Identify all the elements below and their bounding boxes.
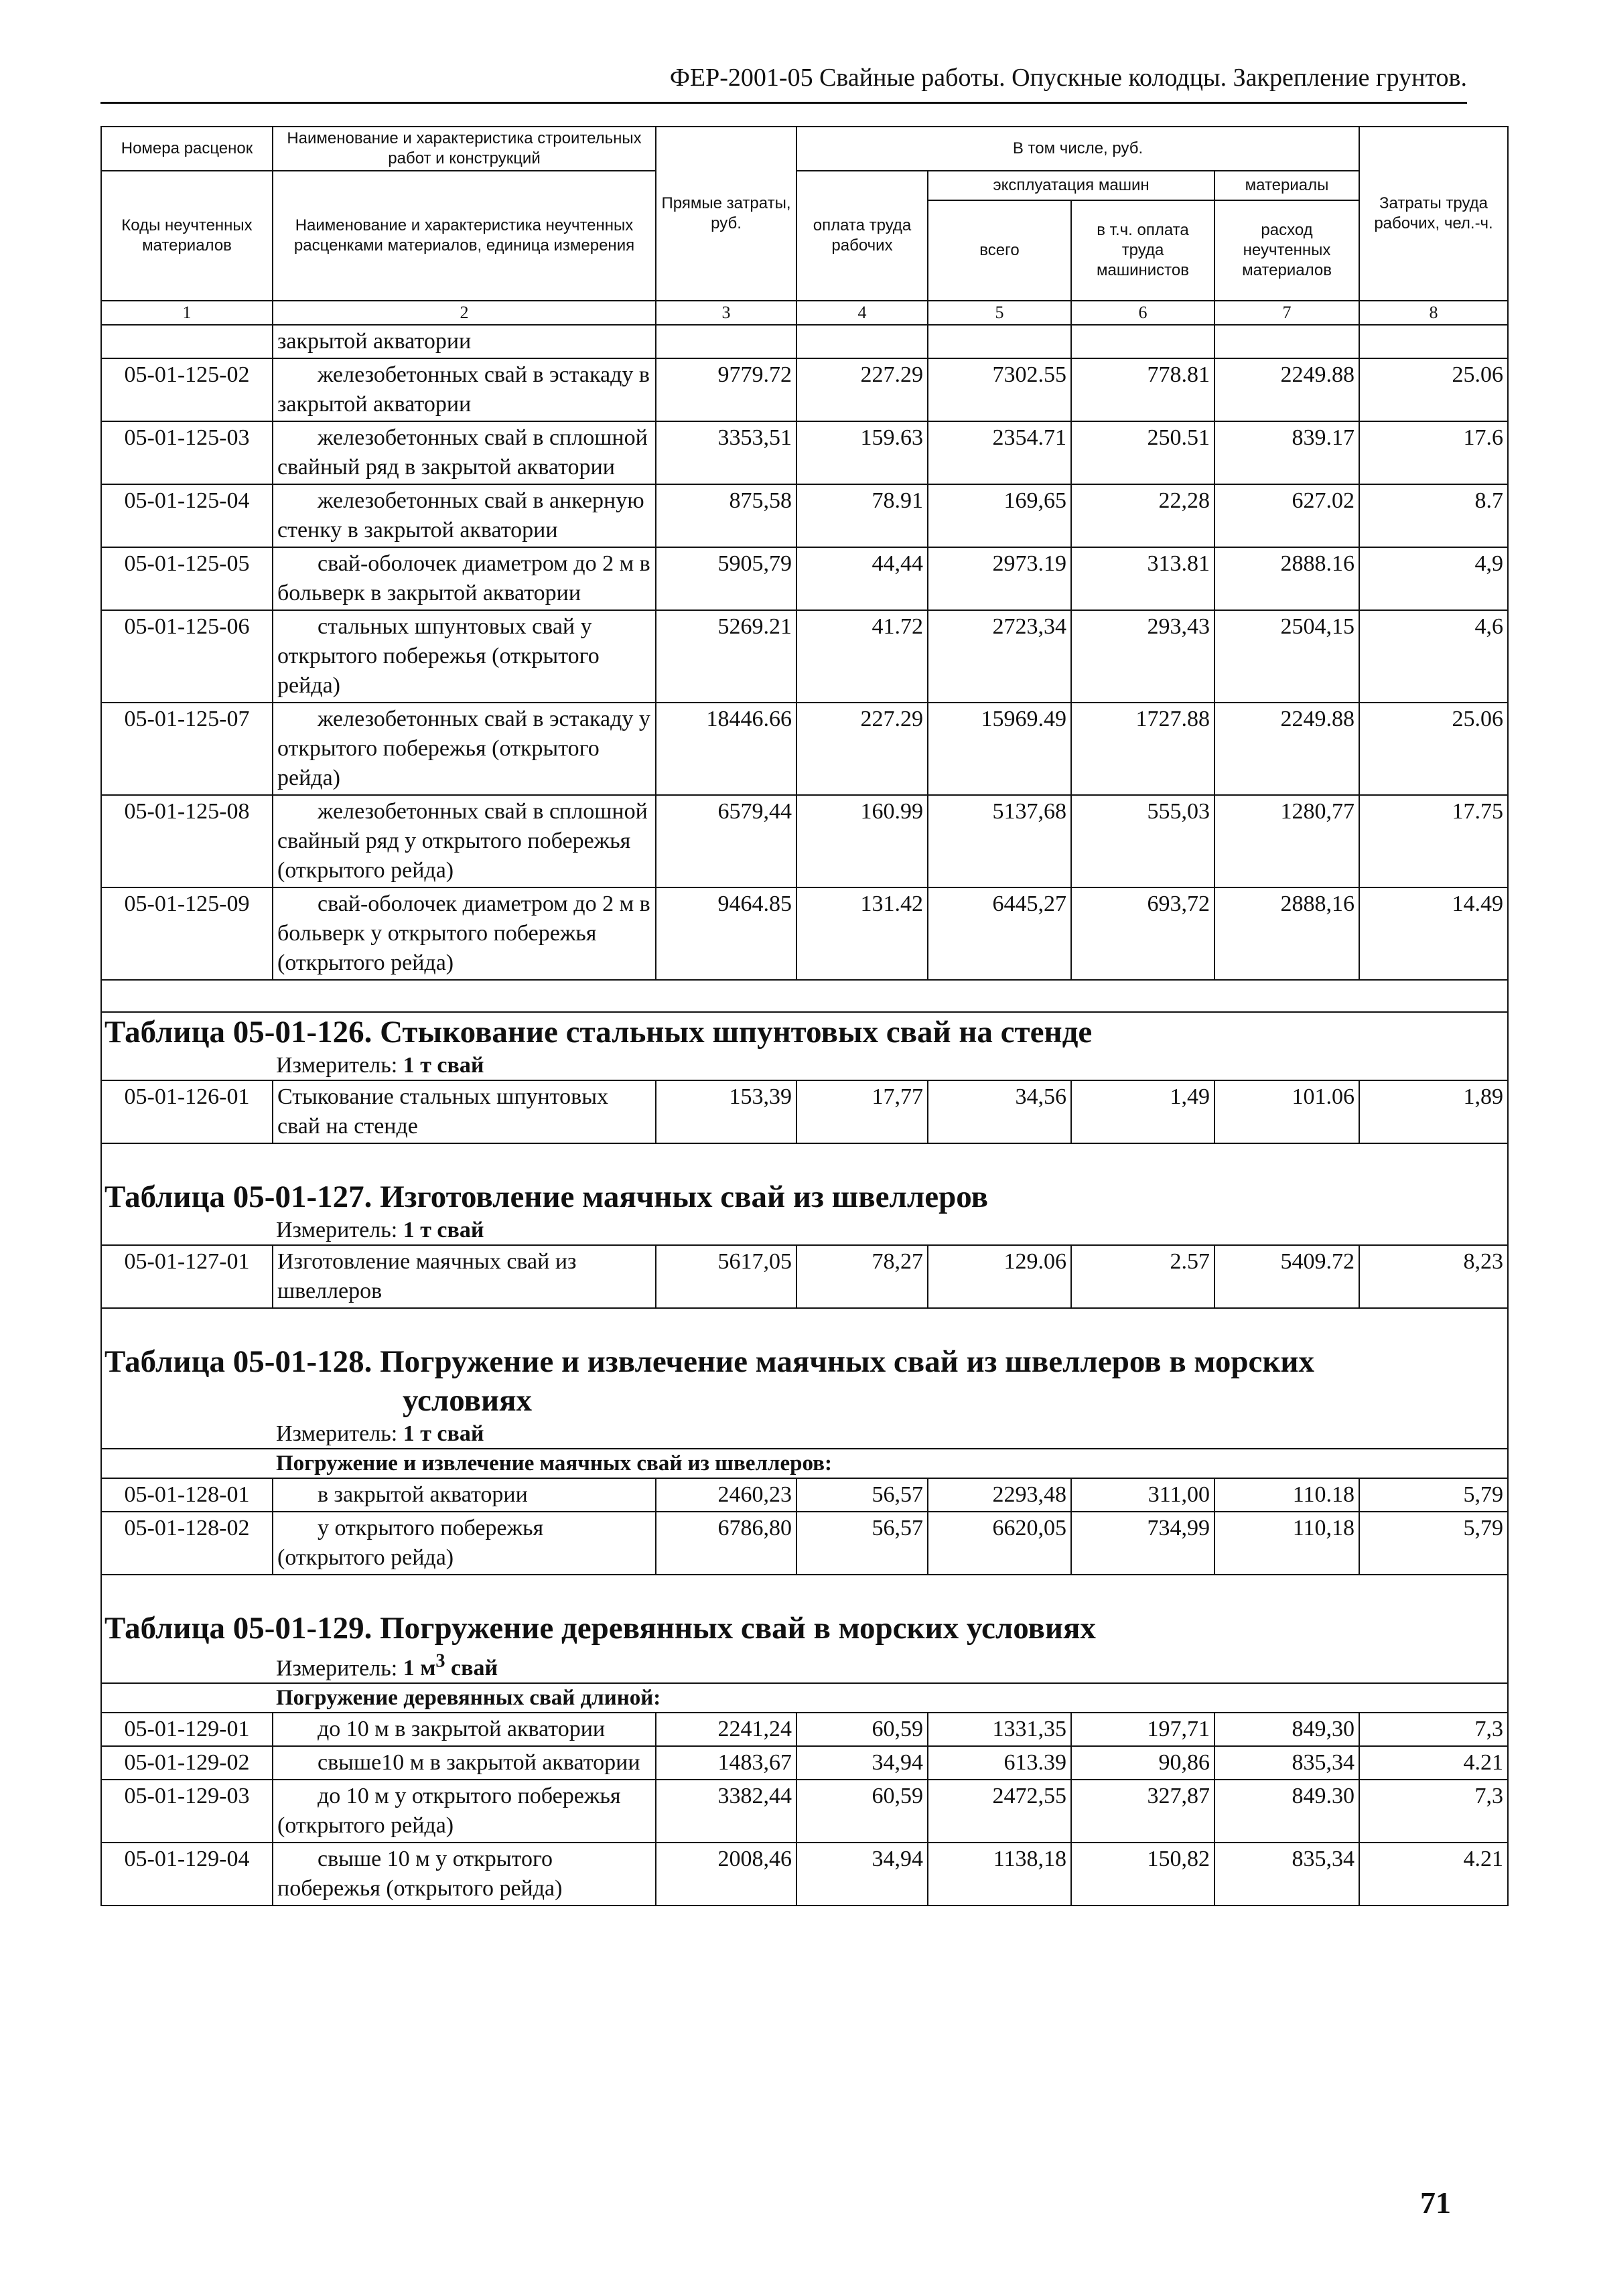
- table-129: [101, 1575, 1508, 1713]
- table-127-measure: Измеритель: 1 т свай: [276, 1218, 484, 1242]
- machinist-labor-cost: 311,00: [1071, 1478, 1214, 1512]
- machinist-labor-cost: 313.81: [1071, 547, 1214, 610]
- group-materials-head: материалы: [1214, 171, 1359, 200]
- direct-cost: 5905,79: [656, 547, 796, 610]
- rate-code: 05-01-125-09: [101, 887, 273, 980]
- table-129-title: Таблица 05-01-129. Погружение деревянных свай в морских условиях: [105, 1611, 1096, 1646]
- table-row: [101, 1780, 1508, 1843]
- materials-cost: 849,30: [1214, 1713, 1359, 1746]
- col4-head: оплата труда рабочих: [796, 171, 928, 301]
- direct-cost: 2460,23: [656, 1478, 796, 1512]
- running-title: ФЕР-2001-05 Свайные работы. Опускные колодцы. Закрепление грунтов.: [669, 64, 1467, 92]
- rate-code: 05-01-125-05: [101, 547, 273, 610]
- labor-hours: 5,79: [1359, 1478, 1508, 1512]
- labor-hours: 4,9: [1359, 547, 1508, 610]
- labor-hours: 8.7: [1359, 484, 1508, 547]
- labor-cost: 60,59: [796, 1713, 928, 1746]
- work-description: до 10 м у открытого побережья (открытого рейда): [273, 1780, 656, 1843]
- direct-cost: 6579,44: [656, 795, 796, 887]
- machine-cost: 2472,55: [928, 1780, 1071, 1843]
- rates-table: [100, 126, 1509, 1906]
- labor-hours: 5,79: [1359, 1512, 1508, 1575]
- table-126-rows: [101, 1080, 1508, 1143]
- col-index: 2: [273, 301, 656, 325]
- table-129-rows: [101, 1713, 1508, 1906]
- machine-cost: 613.39: [928, 1746, 1071, 1780]
- group-incl-head: В том числе, руб.: [796, 127, 1359, 171]
- rate-code: 05-01-128-02: [101, 1512, 273, 1575]
- labor-hours: 4.21: [1359, 1843, 1508, 1906]
- labor-hours: 25.06: [1359, 358, 1508, 421]
- col-index: 1: [101, 301, 273, 325]
- work-description: железобетонных свай в эстакаду в закрытой акватории: [273, 358, 656, 421]
- direct-cost: 18446.66: [656, 703, 796, 795]
- machine-cost: 2293,48: [928, 1478, 1071, 1512]
- machinist-labor-cost: 327,87: [1071, 1780, 1214, 1843]
- col-index: 5: [928, 301, 1071, 325]
- labor-hours: 17.6: [1359, 421, 1508, 484]
- work-description: Стыкование стальных шпунтовых свай на стенде: [273, 1080, 656, 1143]
- labor-cost: 227.29: [796, 358, 928, 421]
- group-machines-head: эксплуатация машин: [928, 171, 1214, 200]
- machinist-labor-cost: 22,28: [1071, 484, 1214, 547]
- rate-code: 05-01-126-01: [101, 1080, 273, 1143]
- direct-cost: 5269.21: [656, 610, 796, 703]
- table-row: [101, 795, 1508, 887]
- table-row: [101, 547, 1508, 610]
- labor-cost: 78.91: [796, 484, 928, 547]
- materials-cost: 2888,16: [1214, 887, 1359, 980]
- materials-cost: 110,18: [1214, 1512, 1359, 1575]
- materials-cost: 849.30: [1214, 1780, 1359, 1843]
- machine-cost: 129.06: [928, 1245, 1071, 1308]
- machine-cost: 7302.55: [928, 358, 1071, 421]
- materials-cost: 2504,15: [1214, 610, 1359, 703]
- machinist-labor-cost: 734,99: [1071, 1512, 1214, 1575]
- rate-code: 05-01-125-03: [101, 421, 273, 484]
- direct-cost: 3382,44: [656, 1780, 796, 1843]
- machinist-labor-cost: 293,43: [1071, 610, 1214, 703]
- table-126-title: Таблица 05-01-126. Стыкование стальных шпунтовых свай на стенде: [105, 1015, 1093, 1050]
- work-description: в закрытой акватории: [273, 1478, 656, 1512]
- labor-cost: 60,59: [796, 1780, 928, 1843]
- work-description: свыше10 м в закрытой акватории: [273, 1746, 656, 1780]
- machinist-labor-cost: 90,86: [1071, 1746, 1214, 1780]
- machine-cost: 2973.19: [928, 547, 1071, 610]
- machine-cost: 6620,05: [928, 1512, 1071, 1575]
- col-index: 4: [796, 301, 928, 325]
- table-row: [101, 1512, 1508, 1575]
- col6-head: в т.ч. оплата труда машинистов: [1071, 200, 1214, 301]
- section-125-body: [101, 358, 1508, 980]
- table-row: [101, 1713, 1508, 1746]
- section-125-spacer: [101, 980, 1508, 1012]
- materials-cost: 627.02: [1214, 484, 1359, 547]
- rate-code: 05-01-125-08: [101, 795, 273, 887]
- rate-code: 05-01-125-02: [101, 358, 273, 421]
- machinist-labor-cost: 1,49: [1071, 1080, 1214, 1143]
- labor-cost: 227.29: [796, 703, 928, 795]
- machinist-labor-cost: 2.57: [1071, 1245, 1214, 1308]
- machine-cost: 5137,68: [928, 795, 1071, 887]
- running-header: [100, 59, 1467, 104]
- direct-cost: 875,58: [656, 484, 796, 547]
- table-127: [101, 1143, 1508, 1245]
- table-row: [101, 703, 1508, 795]
- col2-top-head: Наименование и характеристика строительных работ и конструкций: [273, 127, 656, 171]
- direct-cost: 153,39: [656, 1080, 796, 1143]
- rate-code: 05-01-129-03: [101, 1780, 273, 1843]
- labor-cost: 131.42: [796, 887, 928, 980]
- materials-cost: 2249.88: [1214, 703, 1359, 795]
- col-index: 3: [656, 301, 796, 325]
- table-128-rows: [101, 1478, 1508, 1575]
- work-description: свыше 10 м у открытого побережья (открытого рейда): [273, 1843, 656, 1906]
- machinist-labor-cost: 197,71: [1071, 1713, 1214, 1746]
- rate-code: 05-01-125-04: [101, 484, 273, 547]
- materials-cost: 2249.88: [1214, 358, 1359, 421]
- work-description: железобетонных свай в сплошной свайный ряд в закрытой акватории: [273, 421, 656, 484]
- machinist-labor-cost: 555,03: [1071, 795, 1214, 887]
- machinist-labor-cost: 693,72: [1071, 887, 1214, 980]
- table-126-measure: Измеритель: 1 т свай: [276, 1053, 484, 1078]
- col2-bottom-head: Наименование и характеристика неучтенных расценками материалов, единица измерения: [273, 171, 656, 301]
- table-129-measure: Измеритель: 1 $м^3$ свай: [276, 1651, 498, 1681]
- labor-cost: 44,44: [796, 547, 928, 610]
- table-row: [101, 1245, 1508, 1308]
- labor-hours: 1,89: [1359, 1080, 1508, 1143]
- labor-hours: 4,6: [1359, 610, 1508, 703]
- rate-code: 05-01-129-04: [101, 1843, 273, 1906]
- col5-head: всего: [928, 200, 1071, 301]
- materials-cost: 839.17: [1214, 421, 1359, 484]
- labor-cost: 78,27: [796, 1245, 928, 1308]
- labor-hours: 7,3: [1359, 1780, 1508, 1843]
- work-description: железобетонных свай в анкерную стенку в закрытой акватории: [273, 484, 656, 547]
- materials-cost: 1280,77: [1214, 795, 1359, 887]
- direct-cost: 5617,05: [656, 1245, 796, 1308]
- materials-cost: 835,34: [1214, 1843, 1359, 1906]
- labor-hours: 7,3: [1359, 1713, 1508, 1746]
- table-128: [101, 1308, 1508, 1478]
- rate-code: 05-01-125-07: [101, 703, 273, 795]
- table-128-measure: Измеритель: 1 т свай: [276, 1421, 484, 1446]
- labor-cost: 41.72: [796, 610, 928, 703]
- col-index: 8: [1359, 301, 1508, 325]
- table-127-rows: [101, 1245, 1508, 1308]
- table-row: [101, 1843, 1508, 1906]
- work-description: свай-оболочек диаметром до 2 м в больверк у открытого побережья (открытого рейда): [273, 887, 656, 980]
- table-row: [101, 887, 1508, 980]
- materials-cost: 835,34: [1214, 1746, 1359, 1780]
- col-index: 7: [1214, 301, 1359, 325]
- materials-cost: 101.06: [1214, 1080, 1359, 1143]
- continuation-row: [101, 325, 1508, 358]
- continuation-text: закрытой акватории: [273, 325, 656, 358]
- labor-hours: 8,23: [1359, 1245, 1508, 1308]
- column-index-row: [101, 301, 1508, 325]
- labor-cost: 17,77: [796, 1080, 928, 1143]
- table-128-title: Таблица 05-01-128. Погружение и извлечение маячных свай из швеллеров в морских условиях: [105, 1344, 1314, 1418]
- table-row: [101, 1746, 1508, 1780]
- machine-cost: 6445,27: [928, 887, 1071, 980]
- labor-hours: 17.75: [1359, 795, 1508, 887]
- rate-code: 05-01-128-01: [101, 1478, 273, 1512]
- materials-cost: 5409.72: [1214, 1245, 1359, 1308]
- table-126: [101, 1012, 1508, 1080]
- table-129-group: Погружение деревянных свай длиной:: [101, 1683, 1508, 1713]
- header-row-1: [101, 127, 1508, 171]
- materials-cost: 2888.16: [1214, 547, 1359, 610]
- labor-cost: 160.99: [796, 795, 928, 887]
- table-row: [101, 358, 1508, 421]
- machinist-labor-cost: 250.51: [1071, 421, 1214, 484]
- machinist-labor-cost: 1727.88: [1071, 703, 1214, 795]
- labor-hours: 25.06: [1359, 703, 1508, 795]
- materials-cost: 110.18: [1214, 1478, 1359, 1512]
- table-128-group: Погружение и извлечение маячных свай из швеллеров:: [101, 1449, 1508, 1478]
- work-description: железобетонных свай в сплошной свайный ряд у открытого побережья (открытого рейда): [273, 795, 656, 887]
- direct-cost: 3353,51: [656, 421, 796, 484]
- work-description: железобетонных свай в эстакаду у открытого побережья (открытого рейда): [273, 703, 656, 795]
- col3-head: Прямые затраты, руб.: [656, 127, 796, 301]
- table-row: [101, 1080, 1508, 1143]
- work-description: Изготовление маячных свай из швеллеров: [273, 1245, 656, 1308]
- machine-cost: 2354.71: [928, 421, 1071, 484]
- work-description: до 10 м в закрытой акватории: [273, 1713, 656, 1746]
- machine-cost: 15969.49: [928, 703, 1071, 795]
- table-row: [101, 610, 1508, 703]
- col8-head: Затраты труда рабочих, чел.-ч.: [1359, 127, 1508, 301]
- labor-hours: 4.21: [1359, 1746, 1508, 1780]
- labor-cost: 34,94: [796, 1746, 928, 1780]
- labor-cost: 34,94: [796, 1843, 928, 1906]
- table-row: [101, 1478, 1508, 1512]
- work-description: у открытого побережья (открытого рейда): [273, 1512, 656, 1575]
- rate-code: 05-01-129-02: [101, 1746, 273, 1780]
- rate-code: 05-01-125-06: [101, 610, 273, 703]
- machine-cost: 2723,34: [928, 610, 1071, 703]
- direct-cost: 1483,67: [656, 1746, 796, 1780]
- labor-cost: 56,57: [796, 1478, 928, 1512]
- direct-cost: 9464.85: [656, 887, 796, 980]
- machinist-labor-cost: 778.81: [1071, 358, 1214, 421]
- machine-cost: 169,65: [928, 484, 1071, 547]
- col-index: 6: [1071, 301, 1214, 325]
- rate-code: 05-01-129-01: [101, 1713, 273, 1746]
- col7-head: расход неучтенных материалов: [1214, 200, 1359, 301]
- col1-top-head: Номера расценок: [101, 127, 273, 171]
- labor-hours: 14.49: [1359, 887, 1508, 980]
- page-number: 71: [1420, 2185, 1451, 2220]
- table-row: [101, 484, 1508, 547]
- col1-bottom-head: Коды неучтенных материалов: [101, 171, 273, 301]
- direct-cost: 2008,46: [656, 1843, 796, 1906]
- work-description: свай-оболочек диаметром до 2 м в больверк в закрытой акватории: [273, 547, 656, 610]
- direct-cost: 9779.72: [656, 358, 796, 421]
- machine-cost: 1138,18: [928, 1843, 1071, 1906]
- table-127-title: Таблица 05-01-127. Изготовление маячных свай из швеллеров: [105, 1179, 988, 1214]
- machine-cost: 1331,35: [928, 1713, 1071, 1746]
- machine-cost: 34,56: [928, 1080, 1071, 1143]
- machinist-labor-cost: 150,82: [1071, 1843, 1214, 1906]
- labor-cost: 56,57: [796, 1512, 928, 1575]
- direct-cost: 2241,24: [656, 1713, 796, 1746]
- labor-cost: 159.63: [796, 421, 928, 484]
- direct-cost: 6786,80: [656, 1512, 796, 1575]
- table-row: [101, 421, 1508, 484]
- rate-code: 05-01-127-01: [101, 1245, 273, 1308]
- header-row-2: [101, 171, 1508, 200]
- work-description: стальных шпунтовых свай у открытого побережья (открытого рейда): [273, 610, 656, 703]
